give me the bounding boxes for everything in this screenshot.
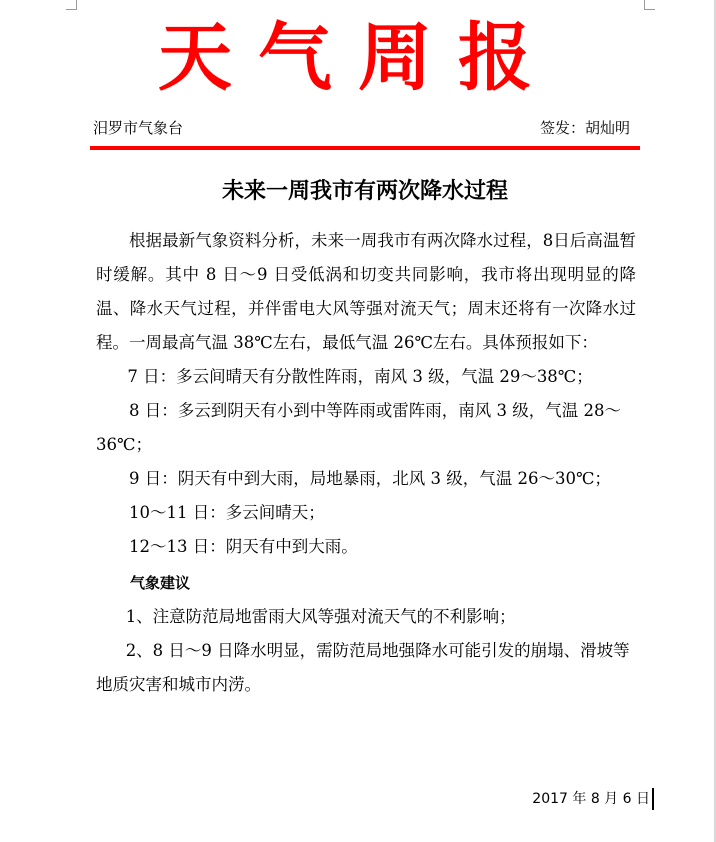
- text-cursor: [652, 788, 654, 810]
- intro-paragraph: 根据最新气象资料分析，未来一周我市有两次降水过程，8日后高温暂时缓解。其中 8 日～9 日受低涡和切变共同影响，我市将出现明显的降温、降水天气过程，并伴雷电大风等强对流天气；周末还将有一次降水过程。一周最高气温 38℃左右，最低气温 26℃左右。具体预报如下：: [96, 231, 636, 352]
- issuer-label: 汨罗市气象台: [93, 119, 184, 137]
- forecast-item: 8 日：多云到阴天有小到中等阵雨或雷阵雨，南风 3 级，气温 28～36℃；: [96, 401, 621, 454]
- article-title: 未来一周我市有两次降水过程: [221, 178, 508, 204]
- forecast-item: 12～13 日：阴天有中到大雨。: [129, 537, 358, 556]
- forecast-item: 9 日：阴天有中到大雨，局地暴雨，北风 3 级，气温 26～30℃；: [129, 469, 611, 488]
- article-body: [96, 224, 636, 702]
- crop-mark: [66, 9, 77, 10]
- forecast-item: 10～11 日：多云间晴天；: [129, 503, 325, 522]
- advice-item: 1、注意防范局地雷雨大风等强对流天气的不利影响；: [125, 607, 516, 626]
- header-rule: [90, 146, 640, 150]
- masthead-title: 天气周报: [158, 15, 558, 101]
- advice-heading: 气象建议: [130, 574, 191, 592]
- issue-date: 2017 年 8 月 6 日: [532, 791, 650, 807]
- crop-mark: [644, 9, 655, 10]
- signer-label: 签发：胡灿明: [539, 119, 630, 137]
- advice-item: 2、8 日～9 日降水明显，需防范局地强降水可能引发的崩塌、滑坡等地质灾害和城市内涝。: [96, 641, 630, 694]
- forecast-item: 7 日：多云间晴天有分散性阵雨，南风 3 级，气温 29～38℃；: [127, 367, 593, 386]
